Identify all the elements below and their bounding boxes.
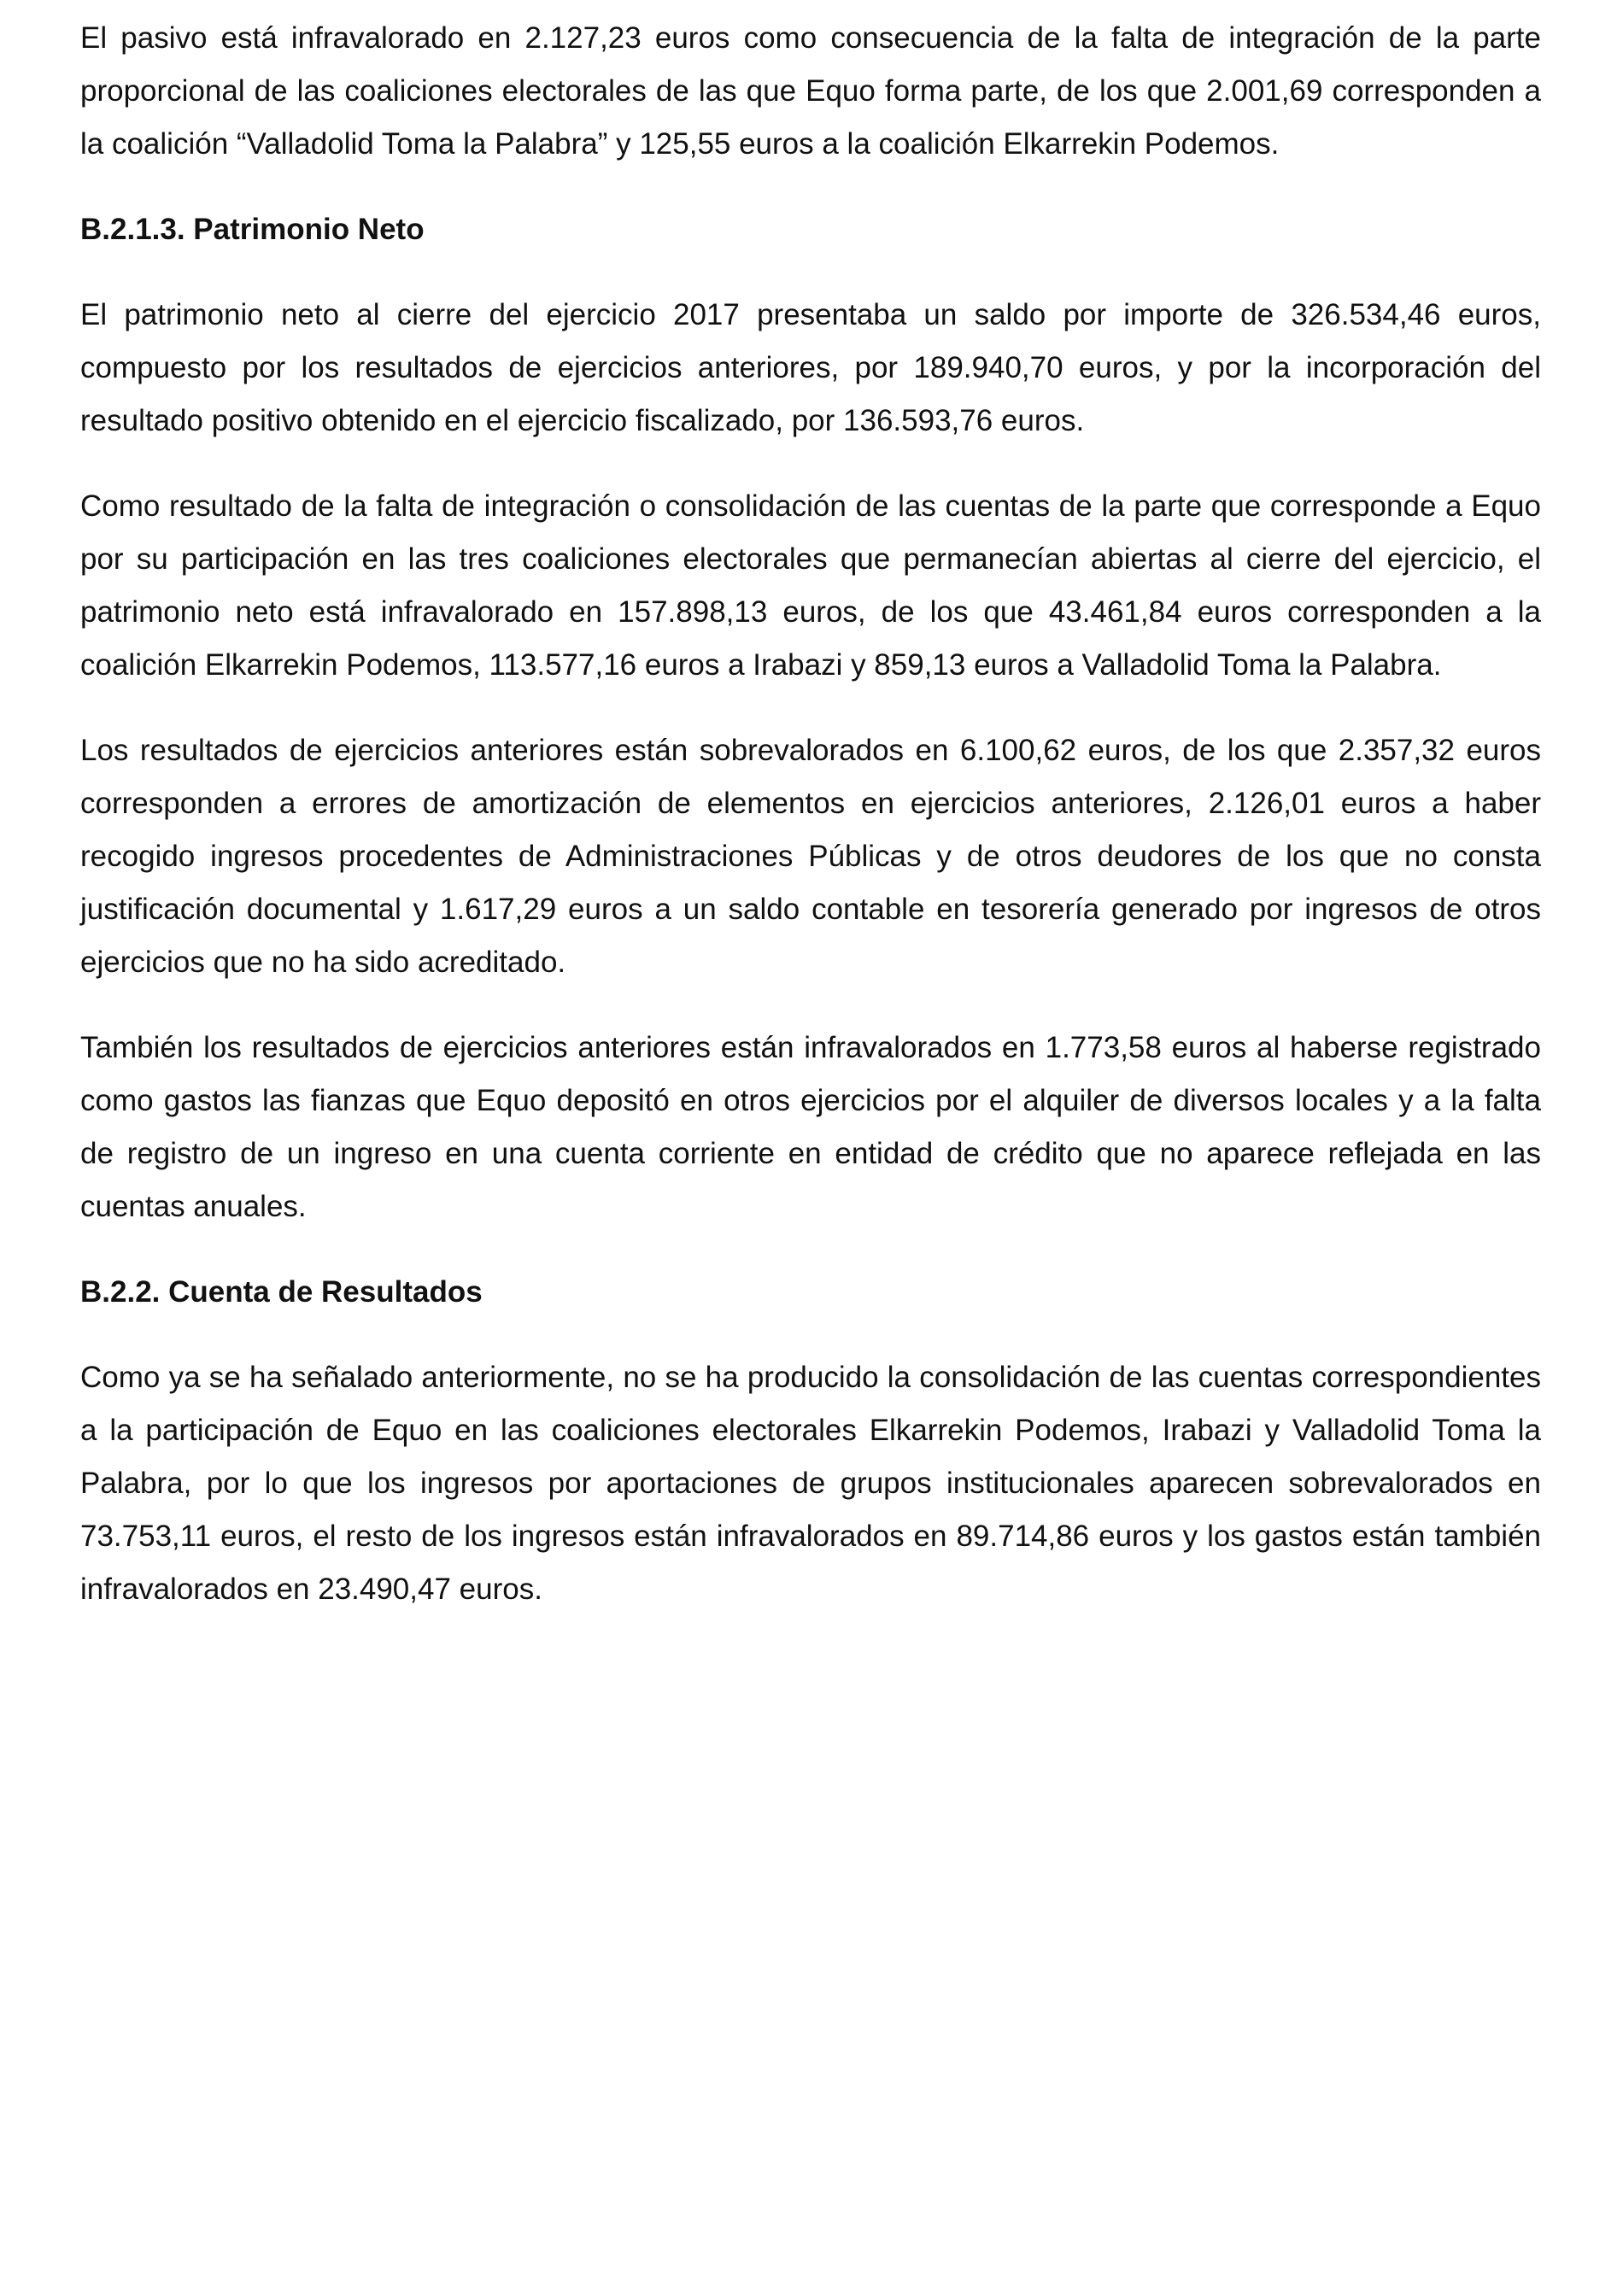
paragraph-resultados-infravalorados: También los resultados de ejercicios anteriores están infravalorados en 1.773,58 euros al haberse registrado como gastos las fianzas que Equo depositó en otros ejercicios por el alquiler de diversos locales y a la falta de registro de un ingreso en una cuenta corriente en entidad de crédito que no aparece reflejada en las cuentas anuales. xyxy=(80,1031,1541,1223)
paragraph-patrimonio-saldo: El patrimonio neto al cierre del ejercicio 2017 presentaba un saldo por importe de 326.534,46 euros, compuesto por los resultados de ejercicios anteriores, por 189.940,70 euros, y por la incorporación del resultado positivo obtenido en el ejercicio fiscalizado, por 136.593,76 euros. xyxy=(80,298,1541,437)
document-page xyxy=(80,12,1541,1649)
paragraph-cuenta-resultados: Como ya se ha señalado anteriormente, no se ha producido la consolidación de las cuentas correspondientes a la participación de Equo en las coaliciones electorales Elkarrekin Podemos, Irabazi y Valladolid Toma la Palabra, por lo que los ingresos por aportaciones de grupos institucionales aparecen sobrevalorados en 73.753,11 euros, el resto de los ingresos están infravalorados en 89.714,86 euros y los gastos están también infravalorados en 23.490,47 euros. xyxy=(80,1361,1541,1606)
heading-patrimonio-neto: B.2.1.3. Patrimonio Neto xyxy=(80,213,425,246)
heading-cuenta-resultados: B.2.2. Cuenta de Resultados xyxy=(80,1275,483,1309)
paragraph-pasivo: El pasivo está infravalorado en 2.127,23 euros como consecuencia de la falta de integración de la parte proporcional de las coaliciones electorales de las que Equo forma parte, de los que 2.001,69 corresponden a la coalición “Valladolid Toma la Palabra” y 125,55 euros a la coalición Elkarrekin Podemos. xyxy=(80,21,1541,161)
paragraph-resultados-sobrevalorados: Los resultados de ejercicios anteriores están sobrevalorados en 6.100,62 euros, de los que 2.357,32 euros corresponden a errores de amortización de elementos en ejercicios anteriores, 2.126,01 euros a haber recogido ingresos procedentes de Administraciones Públicas y de otros deudores de los que no consta justificación documental y 1.617,29 euros a un saldo contable en tesorería generado por ingresos de otros ejercicios que no ha sido acreditado. xyxy=(80,734,1541,979)
paragraph-patrimonio-infravalorado: Como resultado de la falta de integración o consolidación de las cuentas de la parte que corresponde a Equo por su participación en las tres coaliciones electorales que permanecían abiertas al cierre del ejercicio, el patrimonio neto está infravalorado en 157.898,13 euros, de los que 43.461,84 euros corresponden a la coalición Elkarrekin Podemos, 113.577,16 euros a Irabazi y 859,13 euros a Valladolid Toma la Palabra. xyxy=(80,489,1541,682)
